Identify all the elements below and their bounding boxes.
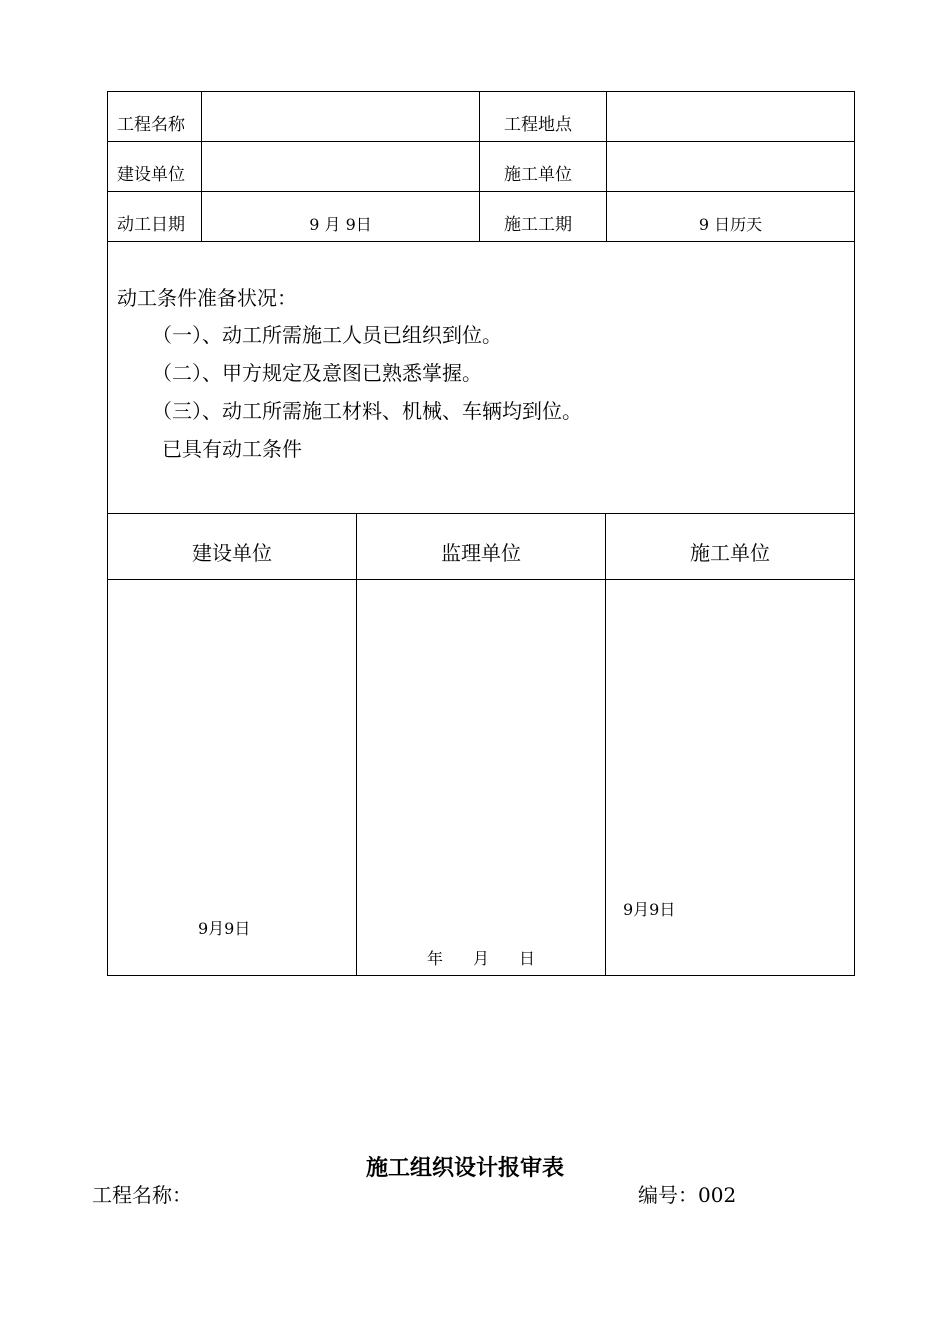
start-date-value[interactable]: 9 月 9日 <box>309 215 372 234</box>
table-col-divider <box>605 513 606 975</box>
condition-item-3: （三）、动工所需施工材料、机械、车辆均到位。 <box>152 399 582 423</box>
supervisor-date-year: 年 <box>427 949 444 968</box>
construction-period-label: 施工工期 <box>504 215 572 235</box>
project-location-label: 工程地点 <box>504 115 572 135</box>
conditions-title: 动工条件准备状况： <box>117 286 297 310</box>
table-row-divider <box>107 241 855 242</box>
contractor-sign-date: 9月9日 <box>623 900 676 919</box>
table-border-bottom <box>107 975 855 976</box>
owner-unit-label: 建设单位 <box>117 165 185 185</box>
conditions-conclusion: 已具有动工条件 <box>162 437 302 461</box>
supervisor-date-month: 月 <box>473 949 490 968</box>
signature-header-owner: 建设单位 <box>192 541 272 565</box>
table-row-divider <box>107 141 855 142</box>
next-form-project-name-label: 工程名称： <box>92 1183 192 1207</box>
next-form-title: 施工组织设计报审表 <box>366 1155 565 1181</box>
table-row-divider <box>107 513 855 514</box>
signature-header-contractor: 施工单位 <box>690 541 770 565</box>
condition-item-1: （一）、动工所需施工人员已组织到位。 <box>152 323 502 347</box>
next-form-number-label: 编号：002 <box>638 1183 737 1207</box>
table-border-right <box>854 91 855 976</box>
supervisor-date-day: 日 <box>519 949 536 968</box>
condition-item-2: （二）、甲方规定及意图已熟悉掌握。 <box>152 361 482 385</box>
table-border-left <box>107 91 108 976</box>
project-name-label: 工程名称 <box>117 115 185 135</box>
table-border-top <box>107 91 855 92</box>
table-col-divider <box>479 91 480 241</box>
contractor-unit-label: 施工单位 <box>504 165 572 185</box>
table-row-divider <box>107 191 855 192</box>
table-row-divider <box>107 579 855 580</box>
table-col-divider <box>356 513 357 975</box>
owner-sign-date: 9月9日 <box>198 919 251 938</box>
signature-header-supervisor: 监理单位 <box>441 541 521 565</box>
start-date-label: 动工日期 <box>117 215 185 235</box>
construction-period-value[interactable]: 9 日历天 <box>698 215 763 234</box>
